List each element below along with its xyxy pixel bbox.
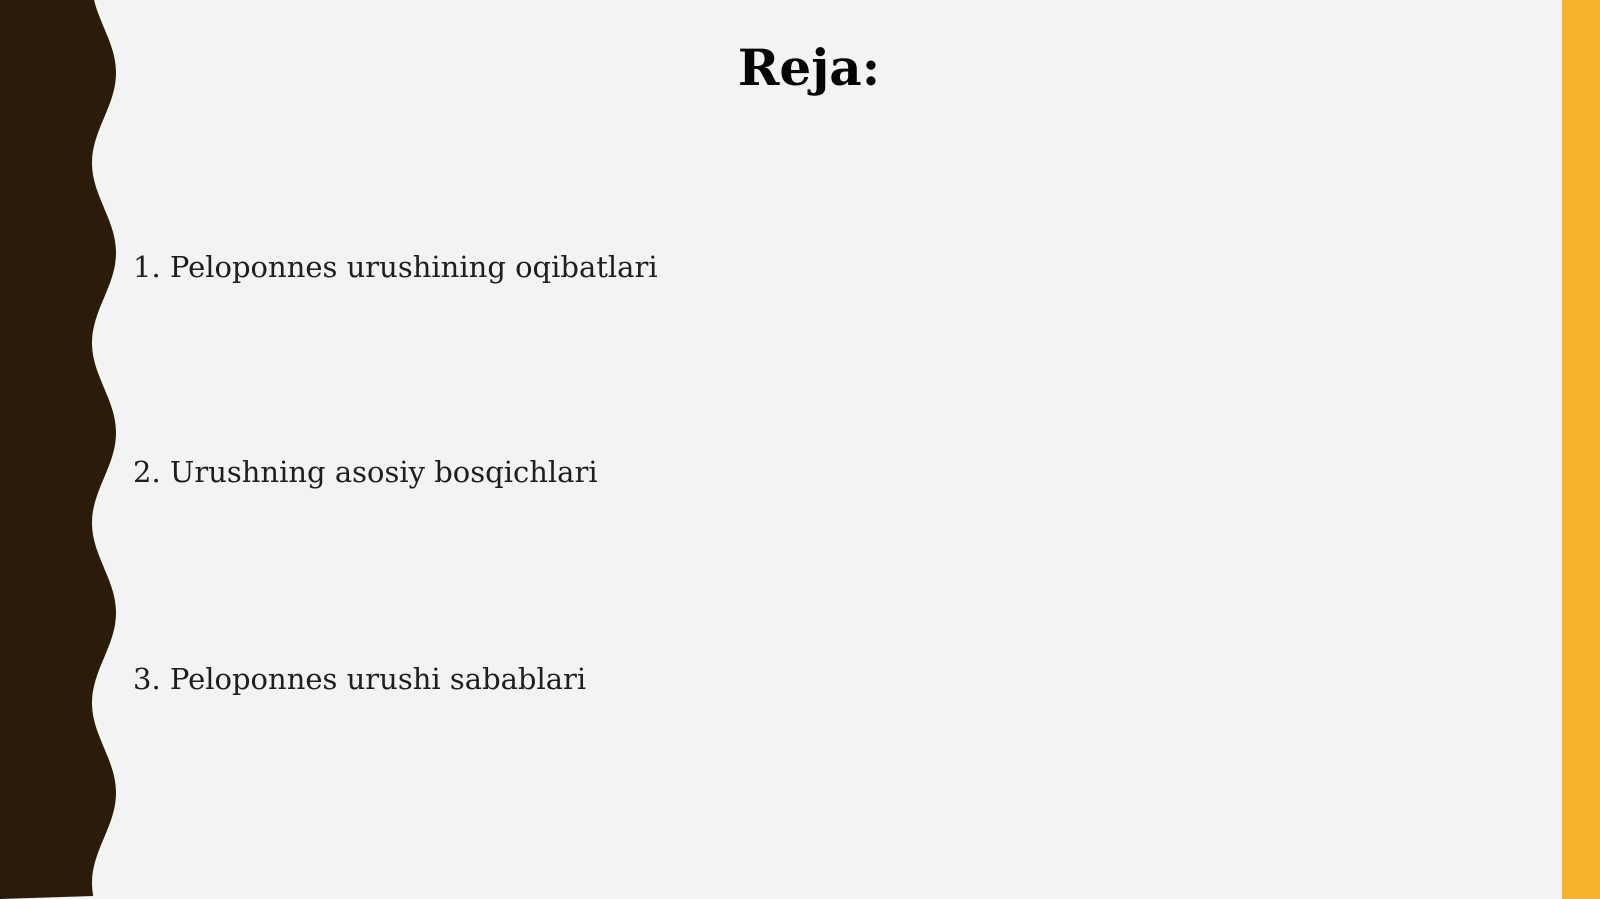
wavy-side-band bbox=[0, 0, 130, 899]
agenda-item-2: 2. Urushning asosiy bosqichlari bbox=[133, 455, 598, 489]
accent-bar bbox=[1562, 0, 1600, 899]
agenda-item-1: 1. Peloponnes urushining oqibatlari bbox=[133, 250, 658, 284]
agenda-item-3: 3. Peloponnes urushi sabablari bbox=[133, 662, 587, 696]
slide-title: Reja: bbox=[737, 38, 881, 97]
